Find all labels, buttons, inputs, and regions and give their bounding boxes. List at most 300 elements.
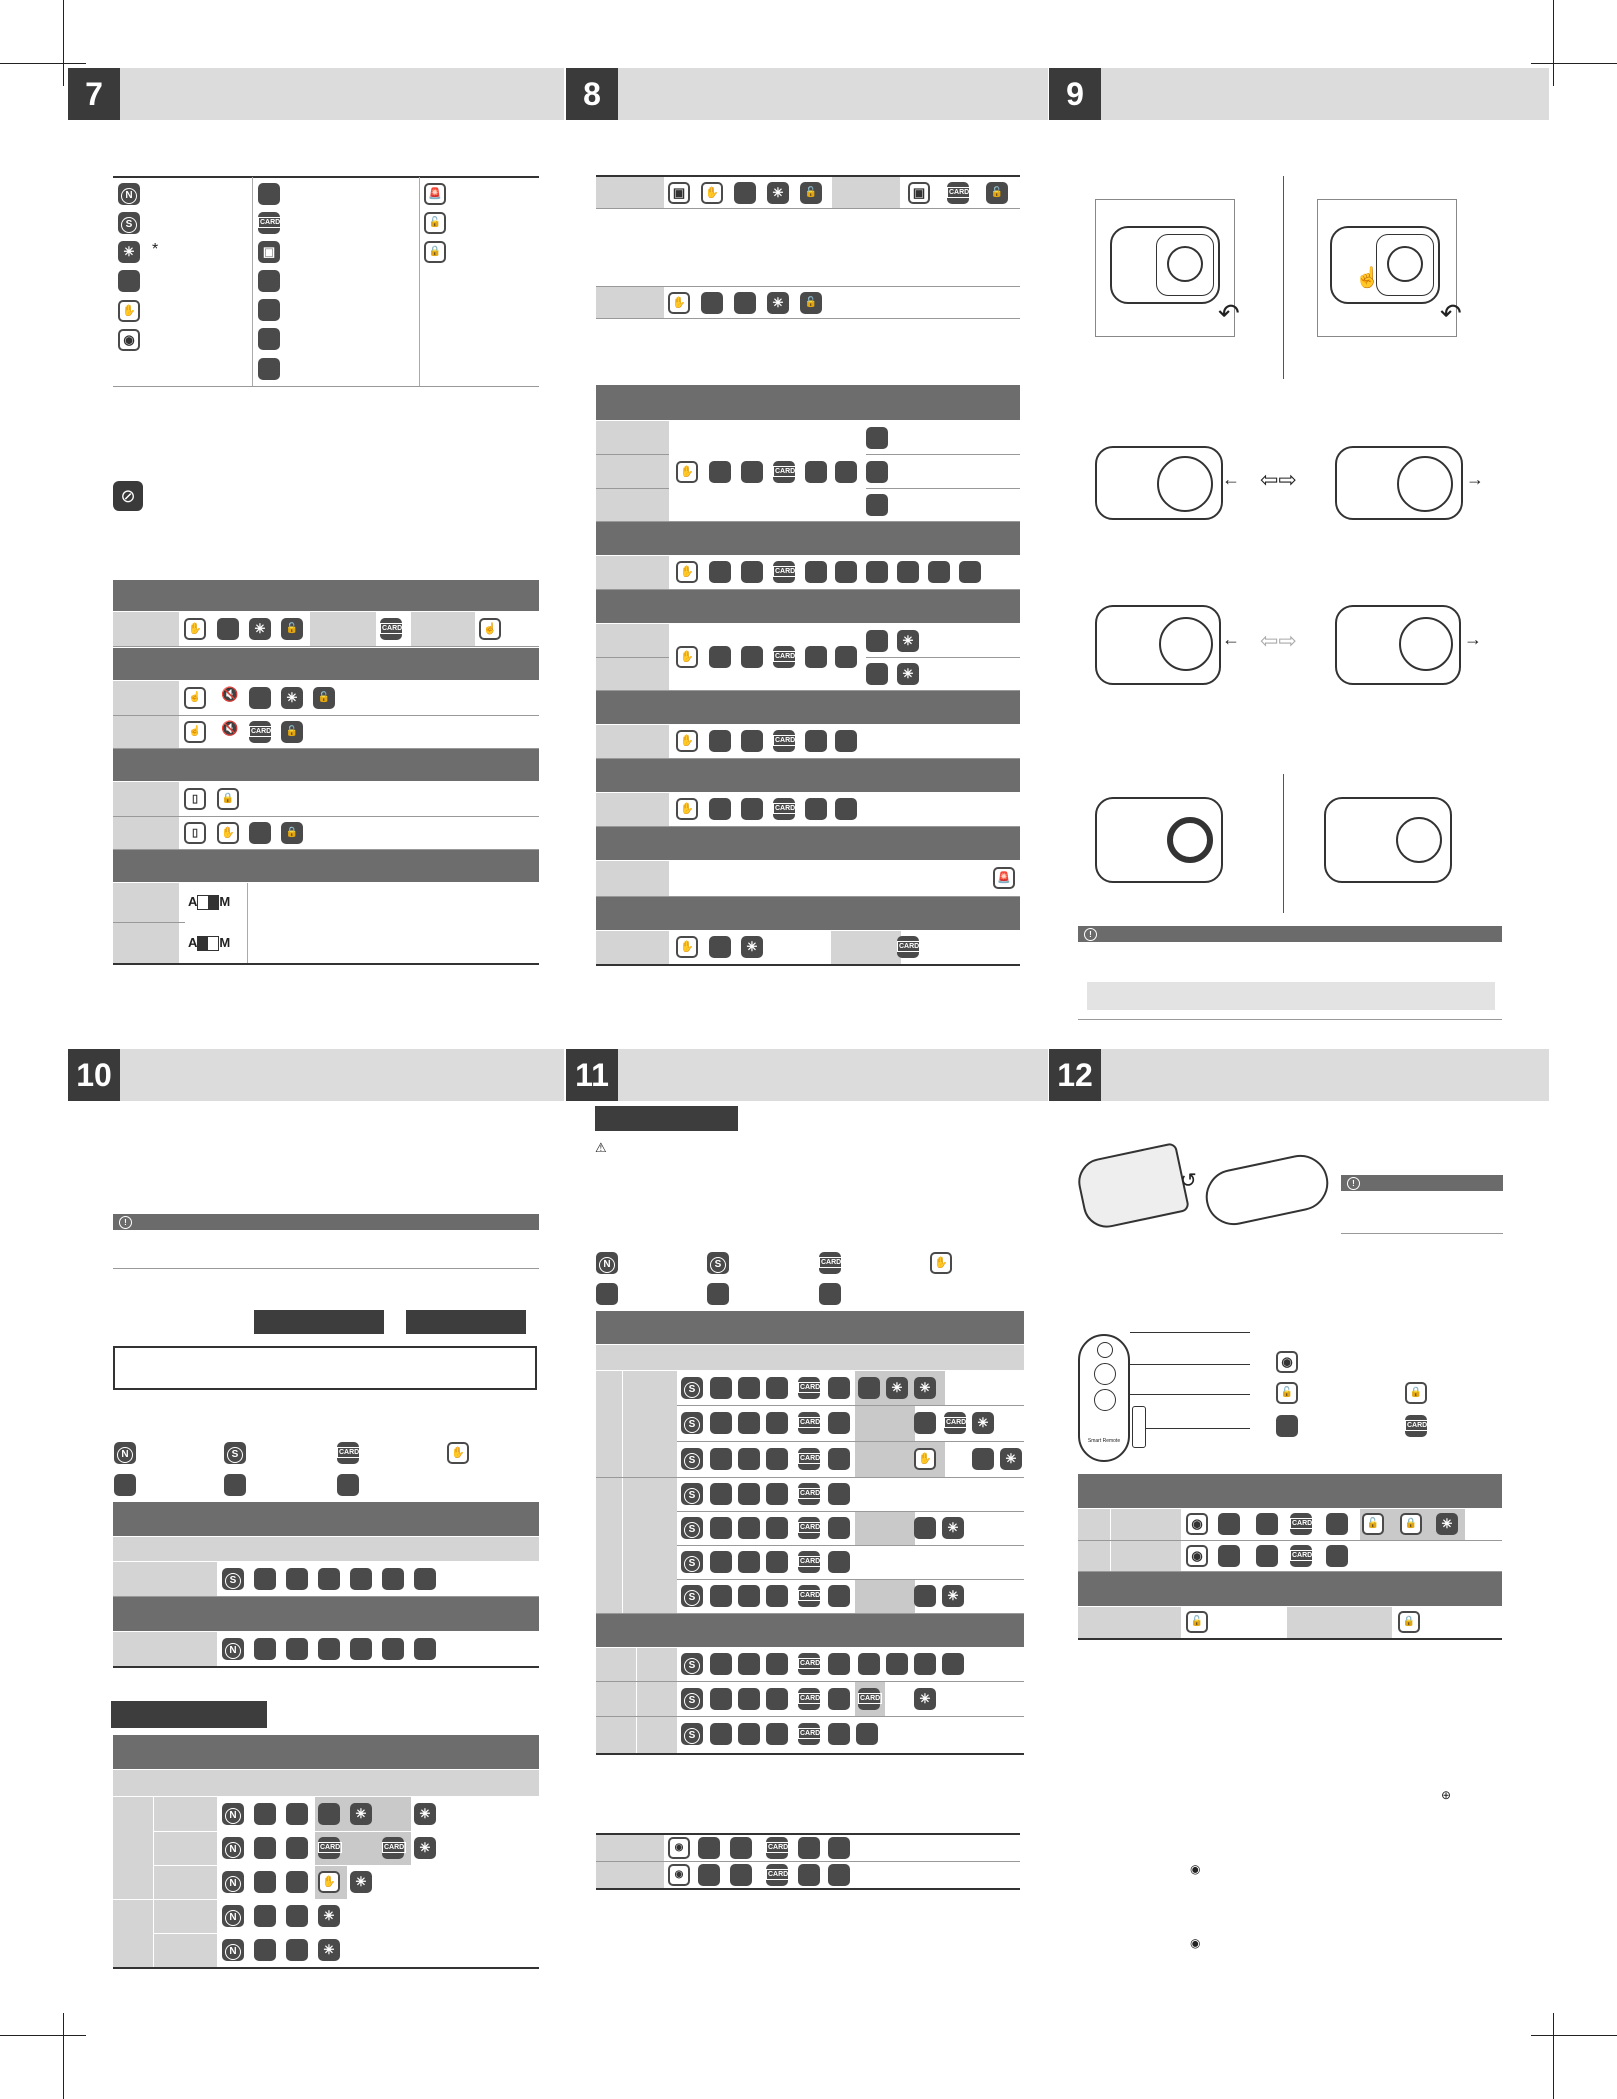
row-rule bbox=[596, 208, 1020, 209]
card-icon: CARD bbox=[798, 1688, 820, 1710]
hand-3sec-icon: ☝ bbox=[184, 721, 206, 743]
number-key-icon bbox=[286, 1905, 308, 1927]
card-register-icon: ▣ bbox=[258, 241, 280, 263]
number-key-icon bbox=[254, 1638, 276, 1660]
n-button-icon: N bbox=[596, 1252, 618, 1274]
number-key-icon bbox=[741, 646, 763, 668]
number-key-icon bbox=[805, 461, 827, 483]
callout-line bbox=[1146, 1428, 1250, 1429]
number-key-icon bbox=[710, 1688, 732, 1710]
row-rule bbox=[596, 1477, 1024, 1478]
section-header-12 bbox=[1049, 1049, 1549, 1101]
column-header-row bbox=[113, 1537, 539, 1561]
row-label-cell bbox=[113, 782, 179, 816]
hand-touch-icon: ✋ bbox=[676, 798, 698, 820]
star-key-icon: ✳ bbox=[350, 1871, 372, 1893]
s-button-icon: S bbox=[118, 212, 140, 234]
card-icon: CARD bbox=[258, 212, 280, 234]
auto-manual-switch-auto: A M bbox=[188, 894, 231, 909]
row-label-cell bbox=[154, 1797, 217, 1831]
row-label-cell bbox=[154, 1934, 217, 1967]
remote-signal-icon: ◉ bbox=[1186, 1545, 1208, 1567]
alarm-icon: 🚨 bbox=[993, 867, 1015, 889]
number-key-icon bbox=[886, 1653, 908, 1675]
card-icon: CARD bbox=[380, 618, 402, 640]
row-rule bbox=[596, 454, 669, 455]
hand-3sec-icon: ☝ bbox=[184, 687, 206, 709]
n-button-icon: N bbox=[222, 1638, 244, 1660]
crop-mark bbox=[1553, 2013, 1554, 2099]
lock-icon: 🔒 bbox=[217, 788, 239, 810]
table-header-bar bbox=[596, 827, 1020, 860]
section-header-10 bbox=[68, 1049, 564, 1101]
card-icon: CARD bbox=[819, 1252, 841, 1274]
section-bottom-rule bbox=[1078, 1019, 1502, 1020]
unlock-icon: 🔓 bbox=[1276, 1382, 1298, 1404]
star-key-icon: ✳ bbox=[1436, 1513, 1458, 1535]
remote-3sec-icon: ◉ bbox=[668, 1837, 690, 1859]
lock-rotate-right-illustration bbox=[1335, 446, 1463, 520]
row-label-cell bbox=[113, 681, 179, 715]
number-key-icon bbox=[914, 1412, 936, 1434]
number-key-icon bbox=[766, 1377, 788, 1399]
asterisk-glyph: * bbox=[152, 241, 159, 258]
table-bottom-rule bbox=[596, 964, 1020, 966]
star-key-icon: ✳ bbox=[249, 618, 271, 640]
plus-icon: ⊕ bbox=[1441, 1788, 1452, 1802]
crop-mark bbox=[0, 63, 86, 64]
star-key-icon: ✳ bbox=[414, 1803, 436, 1825]
lock-icon: 🔒 bbox=[1398, 1611, 1420, 1633]
hand-touch-icon: ✋ bbox=[676, 936, 698, 958]
unlock-icon: 🔓 bbox=[424, 212, 446, 234]
card-icon: CARD bbox=[1405, 1415, 1427, 1437]
finger-press-icon: ☝ bbox=[1355, 267, 1380, 289]
n-button-icon: N bbox=[114, 1442, 136, 1464]
card-icon: CARD bbox=[798, 1551, 820, 1573]
number-key-icon bbox=[928, 561, 950, 583]
section-number: 7 bbox=[68, 68, 120, 120]
section-number: 10 bbox=[68, 1049, 120, 1101]
number-key-icon bbox=[1276, 1415, 1298, 1437]
number-key-icon bbox=[709, 936, 731, 958]
row-label-cell bbox=[1111, 1509, 1181, 1540]
section-header-9 bbox=[1049, 68, 1549, 120]
insert-arrow-icon: ↺ bbox=[1180, 1170, 1197, 1192]
callout-line bbox=[1130, 1394, 1250, 1395]
number-key-icon bbox=[741, 798, 763, 820]
star-key-icon: ✳ bbox=[318, 1905, 340, 1927]
battery-cover-illustration bbox=[1201, 1150, 1334, 1231]
row-label-cell bbox=[310, 612, 376, 646]
section-number: 9 bbox=[1049, 68, 1101, 120]
unlock-icon: 🔓 bbox=[1362, 1513, 1384, 1535]
number-key-icon bbox=[766, 1688, 788, 1710]
shaded-cells bbox=[855, 1580, 915, 1613]
card-icon: CARD bbox=[944, 1412, 966, 1434]
star-key-icon: ✳ bbox=[972, 1412, 994, 1434]
lock-icon: 🔒 bbox=[1405, 1382, 1427, 1404]
note-box bbox=[1087, 982, 1495, 1010]
table-header-bar bbox=[596, 1614, 1024, 1647]
number-key-icon bbox=[254, 1803, 276, 1825]
number-key-icon bbox=[828, 1517, 850, 1539]
number-key-icon bbox=[766, 1653, 788, 1675]
number-key-icon bbox=[866, 494, 888, 516]
s-button-icon: S bbox=[681, 1688, 703, 1710]
remote-button-signal bbox=[1094, 1363, 1116, 1385]
number-key-icon bbox=[805, 730, 827, 752]
caution-icon: ! bbox=[1084, 928, 1097, 941]
number-key-icon bbox=[738, 1688, 760, 1710]
number-key-icon bbox=[914, 1653, 936, 1675]
card-icon: CARD bbox=[798, 1377, 820, 1399]
row-label-cell bbox=[113, 1562, 217, 1596]
number-key-icon bbox=[828, 1551, 850, 1573]
remote-battery-open-illustration bbox=[1074, 1142, 1190, 1232]
hand-touch-icon: ✋ bbox=[676, 730, 698, 752]
number-key-icon bbox=[897, 561, 919, 583]
caution-bar bbox=[1078, 926, 1502, 942]
number-key-icon bbox=[1218, 1545, 1240, 1567]
number-key-icon bbox=[1326, 1545, 1348, 1567]
row-label-cell bbox=[154, 1832, 217, 1865]
number-key-icon bbox=[254, 1939, 276, 1961]
number-key-icon bbox=[710, 1653, 732, 1675]
star-key-icon: ✳ bbox=[914, 1377, 936, 1399]
card-icon: CARD bbox=[798, 1448, 820, 1470]
number-key-icon bbox=[1256, 1545, 1278, 1567]
n-button-icon: N bbox=[118, 183, 140, 205]
number-key-icon bbox=[734, 182, 756, 204]
hand-touch-icon: ✋ bbox=[318, 1871, 340, 1893]
s-button-icon: S bbox=[681, 1551, 703, 1573]
star-key-icon: ✳ bbox=[414, 1837, 436, 1859]
row-rule bbox=[677, 1511, 1024, 1512]
number-key-icon bbox=[828, 1585, 850, 1607]
star-key-icon: ✳ bbox=[318, 1939, 340, 1961]
section-header-7 bbox=[68, 68, 564, 120]
row-rule bbox=[866, 657, 1020, 658]
number-key-icon bbox=[942, 1653, 964, 1675]
section-header-11 bbox=[566, 1049, 1048, 1101]
lock-icon: 🔒 bbox=[1400, 1513, 1422, 1535]
group-label-cell bbox=[1078, 1509, 1110, 1540]
number-key-icon bbox=[224, 1474, 246, 1496]
row-label-cell bbox=[154, 1900, 217, 1933]
card-icon: CARD bbox=[798, 1585, 820, 1607]
star-key-icon: ✳ bbox=[942, 1517, 964, 1539]
caution-bar bbox=[113, 1214, 539, 1230]
table-bottom-rule bbox=[113, 1967, 539, 1969]
row-rule bbox=[677, 1545, 1024, 1546]
group-label-cell bbox=[113, 1797, 153, 1899]
number-key-icon bbox=[414, 1638, 436, 1660]
number-key-icon bbox=[1218, 1513, 1240, 1535]
number-key-icon bbox=[709, 646, 731, 668]
number-key-icon bbox=[730, 1864, 752, 1886]
row-rule bbox=[866, 454, 1020, 455]
number-key-icon bbox=[286, 1638, 308, 1660]
crop-mark bbox=[63, 0, 64, 86]
row-rule bbox=[596, 1716, 1024, 1717]
number-key-icon bbox=[738, 1483, 760, 1505]
hand-touch-icon: ✋ bbox=[930, 1252, 952, 1274]
lock-press-illustration bbox=[1324, 797, 1452, 883]
row-label-cell bbox=[596, 421, 669, 522]
card-icon: CARD bbox=[798, 1653, 820, 1675]
lock-knob-right-illustration bbox=[1335, 605, 1461, 685]
number-key-icon bbox=[738, 1653, 760, 1675]
turn-arrow-icon: ↶ bbox=[1440, 298, 1462, 328]
lock-icon: 🔒 bbox=[424, 241, 446, 263]
shaded-cells bbox=[855, 1512, 915, 1545]
number-key-icon bbox=[258, 328, 280, 350]
number-key-icon bbox=[318, 1638, 340, 1660]
star-key-icon: ✳ bbox=[741, 936, 763, 958]
row-label-cell bbox=[596, 177, 664, 208]
lock-unit-illustration bbox=[1110, 226, 1220, 304]
row-rule bbox=[596, 488, 669, 489]
remote-3sec-icon: ◉ bbox=[668, 1864, 690, 1886]
hand-touch-icon: ✋ bbox=[676, 461, 698, 483]
number-key-icon bbox=[738, 1551, 760, 1573]
callout-line bbox=[1130, 1332, 1250, 1333]
number-key-icon bbox=[828, 1688, 850, 1710]
hand-touch-icon: ✋ bbox=[217, 822, 239, 844]
table-header-bar bbox=[1078, 1572, 1502, 1606]
card-icon: CARD bbox=[858, 1688, 880, 1710]
number-key-icon bbox=[382, 1568, 404, 1590]
warning-icon: ⚠ bbox=[595, 1140, 607, 1155]
number-key-icon bbox=[318, 1568, 340, 1590]
unlock-key-icon: 🔓 bbox=[800, 292, 822, 314]
s-button-icon: S bbox=[681, 1585, 703, 1607]
remote-hand-icon: ☝ bbox=[479, 618, 501, 640]
section-number: 8 bbox=[566, 68, 618, 120]
table-header-bar bbox=[113, 648, 539, 680]
lock-press-illustration bbox=[1095, 797, 1223, 883]
table-header-bar bbox=[596, 522, 1020, 555]
arrow-left-icon: ← bbox=[1222, 629, 1240, 649]
card-icon: CARD bbox=[773, 646, 795, 668]
number-key-icon bbox=[819, 1283, 841, 1305]
star-key-icon: ✳ bbox=[942, 1585, 964, 1607]
highlight-label bbox=[595, 1106, 738, 1131]
caution-icon: ! bbox=[1347, 1177, 1360, 1190]
card-icon: CARD bbox=[798, 1412, 820, 1434]
number-key-icon bbox=[734, 292, 756, 314]
crop-mark bbox=[1531, 2035, 1617, 2036]
number-key-icon bbox=[798, 1864, 820, 1886]
table-header-bar bbox=[113, 580, 539, 611]
number-key-icon bbox=[766, 1412, 788, 1434]
number-key-icon bbox=[828, 1377, 850, 1399]
row-rule bbox=[866, 488, 1020, 489]
row-label-cell bbox=[596, 1835, 664, 1861]
number-key-icon bbox=[258, 183, 280, 205]
number-key-icon bbox=[701, 292, 723, 314]
remote-signal-icon: ◉ bbox=[1186, 1513, 1208, 1535]
number-key-icon bbox=[766, 1585, 788, 1607]
s-button-icon: S bbox=[681, 1723, 703, 1745]
group-label-cell bbox=[596, 1478, 622, 1613]
star-key-icon: ✳ bbox=[914, 1688, 936, 1710]
s-button-icon: S bbox=[681, 1483, 703, 1505]
number-key-icon bbox=[414, 1568, 436, 1590]
number-key-icon bbox=[866, 663, 888, 685]
arrow-right-icon: → bbox=[1464, 629, 1482, 649]
crop-mark bbox=[63, 2013, 64, 2099]
s-button-icon: S bbox=[681, 1412, 703, 1434]
rule bbox=[113, 1268, 539, 1269]
row-rule bbox=[113, 646, 539, 647]
number-key-icon bbox=[798, 1837, 820, 1859]
row-label-cell bbox=[831, 931, 901, 964]
card-icon: CARD bbox=[318, 1837, 340, 1859]
row-label-cell bbox=[623, 1371, 677, 1477]
section-header-8 bbox=[566, 68, 1048, 120]
cell-divider bbox=[247, 883, 248, 963]
number-key-icon bbox=[738, 1517, 760, 1539]
legend-top-rule bbox=[113, 176, 539, 178]
card-icon: CARD bbox=[766, 1837, 788, 1859]
auto-manual-switch-manual: A M bbox=[188, 935, 231, 950]
hand-touch-icon: ✋ bbox=[676, 646, 698, 668]
s-button-icon: S bbox=[707, 1252, 729, 1274]
card-icon: CARD bbox=[249, 721, 271, 743]
s-button-icon: S bbox=[681, 1448, 703, 1470]
number-key-icon bbox=[217, 618, 239, 640]
number-key-icon bbox=[709, 461, 731, 483]
number-key-icon bbox=[835, 798, 857, 820]
row-label-cell bbox=[832, 177, 900, 208]
remote-brand-label: Smart Remote bbox=[1087, 1438, 1121, 1444]
card-icon: CARD bbox=[798, 1517, 820, 1539]
unlock-key-icon: 🔓 bbox=[800, 182, 822, 204]
number-key-icon bbox=[828, 1483, 850, 1505]
number-key-icon bbox=[709, 561, 731, 583]
number-key-icon bbox=[710, 1723, 732, 1745]
s-button-icon: S bbox=[681, 1653, 703, 1675]
lock-unit-illustration bbox=[1330, 226, 1440, 304]
row-rule bbox=[596, 1681, 1024, 1682]
card-icon: CARD bbox=[798, 1483, 820, 1505]
number-key-icon bbox=[835, 730, 857, 752]
remote-led bbox=[1097, 1342, 1113, 1358]
number-key-icon bbox=[766, 1483, 788, 1505]
card-register-icon: ▣ bbox=[668, 182, 690, 204]
table-header-bar bbox=[113, 1735, 539, 1769]
card-icon: CARD bbox=[773, 798, 795, 820]
number-key-icon bbox=[337, 1474, 359, 1496]
mute-icon: 🔇 bbox=[221, 720, 239, 736]
number-key-icon bbox=[286, 1837, 308, 1859]
number-key-icon bbox=[254, 1871, 276, 1893]
group-label-cell bbox=[596, 1648, 636, 1753]
unlock-key-icon: 🔓 bbox=[986, 182, 1008, 204]
row-label-cell bbox=[596, 793, 669, 826]
number-key-icon bbox=[866, 561, 888, 583]
number-key-icon bbox=[318, 1803, 340, 1825]
unlock-icon: 🔓 bbox=[1186, 1611, 1208, 1633]
crop-mark bbox=[1553, 0, 1554, 86]
number-key-icon bbox=[835, 646, 857, 668]
double-arrow-icon: ⇦⇨ bbox=[1260, 467, 1297, 492]
card-icon: CARD bbox=[773, 730, 795, 752]
number-key-icon bbox=[828, 1448, 850, 1470]
table-header-bar bbox=[596, 897, 1020, 930]
number-key-icon bbox=[710, 1448, 732, 1470]
s-button-icon: S bbox=[681, 1517, 703, 1539]
number-key-icon bbox=[254, 1568, 276, 1590]
number-key-icon bbox=[118, 270, 140, 292]
star-key-icon: ✳ bbox=[767, 182, 789, 204]
remote-control-illustration bbox=[1078, 1334, 1130, 1462]
number-key-icon bbox=[1256, 1513, 1278, 1535]
number-key-icon bbox=[249, 687, 271, 709]
number-key-icon bbox=[709, 798, 731, 820]
section-number: 12 bbox=[1049, 1049, 1101, 1101]
s-button-icon: S bbox=[224, 1442, 246, 1464]
number-key-icon bbox=[835, 461, 857, 483]
row-label-cell bbox=[411, 612, 475, 646]
table-bottom-rule bbox=[113, 1666, 539, 1668]
rule bbox=[1341, 1233, 1503, 1234]
row-label-cell bbox=[1078, 1607, 1181, 1638]
remote-button-unlock bbox=[1094, 1389, 1116, 1411]
number-key-icon bbox=[710, 1551, 732, 1573]
crop-mark bbox=[0, 2035, 86, 2036]
star-key-icon: ✳ bbox=[897, 663, 919, 685]
row-rule bbox=[677, 1441, 1024, 1442]
row-label-cell bbox=[113, 817, 179, 849]
number-key-icon bbox=[698, 1864, 720, 1886]
number-key-icon bbox=[866, 630, 888, 652]
table-header-bar bbox=[113, 1597, 539, 1631]
battery-illustration bbox=[1132, 1406, 1146, 1448]
number-key-icon bbox=[828, 1864, 850, 1886]
hand-touch-icon: ✋ bbox=[118, 300, 140, 322]
number-key-icon bbox=[828, 1837, 850, 1859]
row-rule bbox=[596, 318, 1020, 319]
number-key-icon bbox=[286, 1939, 308, 1961]
unlock-key-icon: 🔓 bbox=[281, 721, 303, 743]
divider-line bbox=[1283, 774, 1284, 913]
number-key-icon bbox=[710, 1517, 732, 1539]
card-icon: CARD bbox=[766, 1864, 788, 1886]
caution-icon: ! bbox=[119, 1216, 132, 1229]
number-key-icon bbox=[738, 1585, 760, 1607]
row-label-cell bbox=[637, 1648, 677, 1753]
column-header-row bbox=[596, 1345, 1024, 1370]
row-rule bbox=[677, 1405, 1024, 1406]
remote-signal-icon: ◉ bbox=[1190, 1862, 1201, 1876]
legend-divider bbox=[419, 177, 420, 386]
table-header-bar bbox=[113, 850, 539, 882]
section-number: 11 bbox=[566, 1049, 618, 1101]
row-label-cell bbox=[113, 923, 179, 963]
number-key-icon bbox=[805, 798, 827, 820]
number-key-icon bbox=[114, 1474, 136, 1496]
n-button-icon: N bbox=[222, 1905, 244, 1927]
number-key-icon bbox=[766, 1448, 788, 1470]
number-key-icon bbox=[738, 1377, 760, 1399]
number-key-icon bbox=[914, 1517, 936, 1539]
row-label-cell bbox=[596, 556, 669, 589]
card-icon: CARD bbox=[773, 561, 795, 583]
no-sound-icon: ⊘ bbox=[113, 481, 143, 511]
